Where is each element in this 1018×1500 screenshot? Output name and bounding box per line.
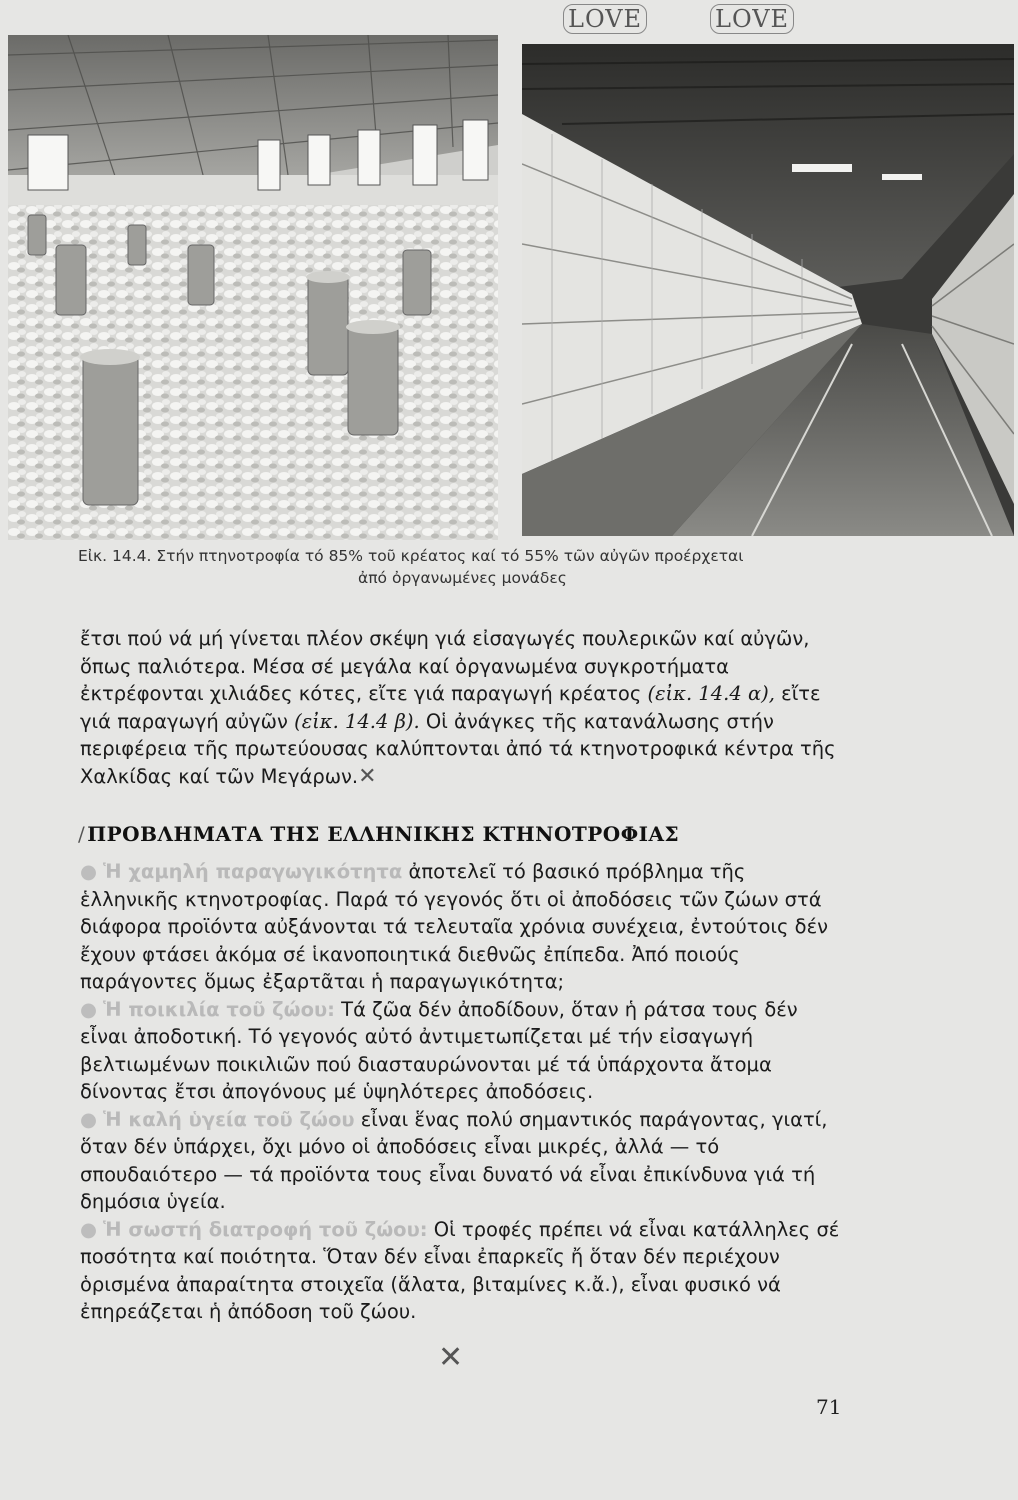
list-item-text: εἶναι ἕνας πολύ σημαντικός παράγοντας, γιατί, ὅταν δέν ὑπάρχει, ὄχι μόνο οἱ ἀποδόσεις εἶναι μικρές, ἀλλά — τό σπουδαιότερο — τά προϊόντα τους εἶναι δυνατό νά εἶναι ἐπικίνδυνα γιά τή δημόσια ὑγεία. — [80, 1107, 828, 1213]
handwritten-x-mark: ✕ — [438, 1340, 464, 1375]
paragraph-text: ἔτσι πού νά μή γίνεται πλέον σκέψη γιά εἰσαγωγές πουλερικῶν καί αὐγῶν, ὅπως παλιότερα. Μέσα σέ μεγάλα καί ὀργανωμένα συγκροτήματα ἐκτρέφονται χιλιάδες κότες, εἴτε γιά παραγωγή κρέατος — [80, 627, 810, 705]
figure-reference: (εἰκ. 14.4 α), — [647, 682, 775, 705]
list-item — [80, 996, 850, 1106]
list-item-text: Οἱ τροφές πρέπει νά εἶναι κατάλληλες σέ ποσότητα καί ποιότητα. Ὅταν δέν εἶναι ἐπαρκεῖς ἤ ὅταν δέν περιέχουν ὁρισμένα ἀπαραίτητα στοιχεῖα (ἅλατα, βιταμίνες κ.ἄ.), εἶναι φυσικό νά ἐπηρεάζεται ἡ ἀπόδοση τοῦ ζώου. — [80, 1217, 840, 1323]
stamp-mark: LOVE — [563, 4, 647, 34]
bullet-icon: ● — [80, 1107, 98, 1131]
list-item-term: Ἡ χαμηλή παραγωγικότητα — [103, 860, 403, 883]
section-heading — [78, 822, 679, 846]
caption-line: ἀπό ὀργανωμένες μονάδες — [358, 569, 567, 587]
list-item-text: ἀποτελεῖ τό βασικό πρόβλημα τῆς ἑλληνικῆς κτηνοτροφίας. Παρά τό γεγονός ὅτι οἱ ἀποδόσεις τῶν ζώων στά διάφορα προϊόντα αὐξάνονται τά τελευταῖα χρόνια συνέχεια, ἐντούτοις δέν ἔχουν φτάσει ἀκόμα σέ ἱκανοποιητικά διεθνῶς ἐπίπεδα. Ἀπό ποιούς παράγοντες ὅμως ἐξαρτᾶται ἡ παραγωγικότητα; — [80, 860, 829, 993]
list-item-term: Ἡ καλή ὑγεία τοῦ ζώου — [103, 1107, 355, 1131]
list-item — [80, 858, 850, 996]
caption-line: Εἰκ. 14.4. Στήν πτηνοτροφία τό 85% τοῦ κρέατος καί τό 55% τῶν αὐγῶν προέρχεται — [78, 547, 744, 565]
handwritten-x-mark: ✕ — [358, 763, 377, 789]
bullet-icon: ● — [80, 860, 98, 883]
list-item — [80, 1216, 850, 1326]
paragraph-text: Οἱ ἀνάγκες τῆς κατανάλωσης στήν περιφέρεια τῆς πρωτεύουσας καλύπτονται ἀπό τά κτηνοτροφικά κέντρα τῆς Χαλκίδας καί τῶν Μεγάρων. — [80, 709, 836, 788]
poultry-battery-cages-photo — [522, 44, 1014, 536]
stamp-mark: LOVE — [710, 4, 794, 34]
bullet-icon: ● — [80, 997, 98, 1021]
list-item — [80, 1106, 850, 1216]
figure-reference: (εἰκ. 14.4 β). — [294, 709, 420, 733]
list-item-term: Ἡ σωστή διατροφή τοῦ ζώου: — [103, 1217, 428, 1241]
figure-caption — [78, 545, 878, 589]
page-number: 71 — [816, 1395, 842, 1419]
factor-list — [80, 858, 850, 1326]
poultry-broiler-house-photo — [8, 35, 498, 540]
section-heading-text: ΠΡΟΒΛΗΜΑΤΑ ΤΗΣ ΕΛΛΗΝΙΚΗΣ ΚΤΗΝΟΤΡΟΦΙΑΣ — [87, 822, 680, 846]
paragraph-text: εἴτε γιά παραγωγή αὐγῶν — [80, 682, 821, 733]
handwritten-tick-mark: / — [78, 822, 86, 846]
bullet-icon: ● — [80, 1217, 98, 1241]
list-item-term: Ἡ ποικιλία τοῦ ζώου: — [103, 997, 335, 1021]
list-item-text: Τά ζῶα δέν ἀποδίδουν, ὅταν ἡ ράτσα τους δέν εἶναι ἀποδοτική. Τό γεγονός αὐτό ἀντιμετωπίζεται μέ τήν εἰσαγωγή βελτιωμένων ποικιλιῶν πού διασταυρώνονται μέ τά ὑπάρχοντα ἄτομα δίνοντας ἔτσι ἀπογόνους μέ ὑψηλότερες ἀποδόσεις. — [80, 997, 798, 1103]
paragraph — [80, 625, 850, 790]
